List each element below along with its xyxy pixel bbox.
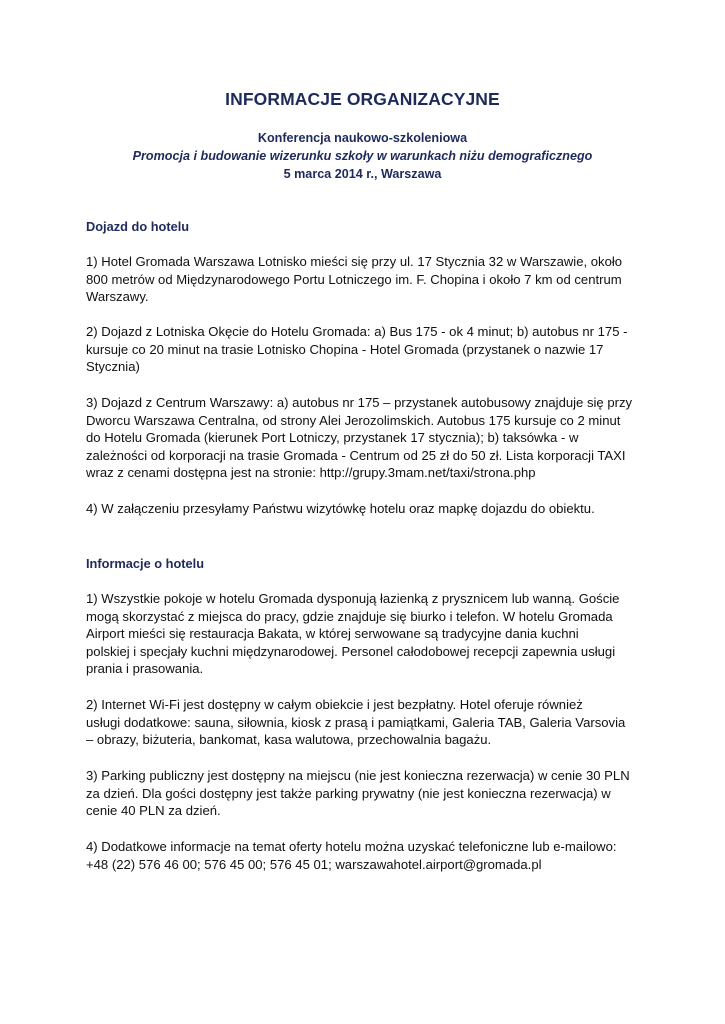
text-line: 4) W załączeniu przesyłamy Państwu wizytówkę hotelu oraz mapkę dojazdu do obiektu.: [86, 501, 595, 516]
text-line: kursuje co 20 minut na trasie Lotnisko Chopina - Hotel Gromada (przystanek o nazwie 17: [86, 341, 604, 357]
text-line: polskiej i specjały kuchni międzynarodowej. Personel całodobowej recepcji zapewnia usługi: [86, 643, 616, 659]
text-line: do Hotelu Gromada (kierunek Port Lotniczy, przystanek 17 stycznia); b) taksówka - w: [86, 430, 579, 446]
text-line: prania i prasowania.: [86, 661, 204, 677]
hotel-paragraph-1: [86, 590, 646, 678]
hotel-paragraph-3: [86, 767, 646, 820]
text-line: 3) Parking publiczny jest dostępny na miejscu (nie jest konieczna rezerwacja) w cenie 30 PLN: [86, 768, 630, 783]
text-line: 2) Dojazd z Lotniska Okęcie do Hotelu Gromada: a) Bus 175 - ok 4 minut; b) autobus nr 175 -: [86, 324, 628, 339]
text-line: usługi dodatkowe: sauna, siłownia, kiosk z prasą i pamiątkami, Galeria TAB, Galeria Varsovia: [86, 714, 626, 730]
text-line: Airport mieści się restauracja Bakata, w której serwowane są tradycyjne dania kuchni: [86, 626, 579, 642]
hotel-paragraph-2: [86, 696, 646, 749]
text-line: Dworcu Warszawa Centralna, od strony Alei Jerozolimskich. Autobus 175 kursuje co 2 minut: [86, 412, 621, 428]
travel-paragraph-1: [86, 253, 646, 306]
text-line: 2) Internet Wi-Fi jest dostępny w całym obiekcie i jest bezpłatny. Hotel oferuje również: [86, 697, 583, 712]
document-title: INFORMACJE ORGANIZACYJNE: [225, 89, 500, 109]
travel-paragraph-4: [86, 500, 646, 518]
text-line: wraz z cenami dostępna jest na stronie: http://grupy.3mam.net/taxi/strona.php: [86, 465, 536, 481]
text-line: 1) Hotel Gromada Warszawa Lotnisko mieści się przy ul. 17 Stycznia 32 w Warszawie, około: [86, 254, 623, 269]
travel-paragraph-3: [86, 394, 646, 482]
text-line: zależności od korporacji na trasie Gromada - Centrum od 25 zł do 50 zł. Lista korporacji TAXI: [86, 447, 626, 463]
text-line: 800 metrów od Międzynarodowego Portu Lotniczego im. F. Chopina i około 7 km od centrum: [86, 271, 622, 287]
conference-date-place: 5 marca 2014 r., Warszawa: [283, 167, 442, 181]
text-line: za dzień. Dla gości dostępny jest także parking prywatny (nie jest konieczna rezerwacja) w: [86, 785, 611, 801]
text-line: cenie 40 PLN za dzień.: [86, 803, 221, 819]
conference-type: Konferencja naukowo-szkoleniowa: [257, 131, 468, 145]
hotel-paragraph-4: [86, 838, 646, 873]
text-line: Warszawy.: [86, 289, 149, 305]
text-line: Stycznia): [86, 359, 140, 375]
text-line: 4) Dodatkowe informacje na temat oferty hotelu można uzyskać telefoniczne lub e-mailowo:: [86, 839, 617, 854]
text-line: 3) Dojazd z Centrum Warszawy: a) autobus nr 175 – przystanek autobusowy znajduje się przy: [86, 395, 633, 410]
conference-topic: Promocja i budowanie wizerunku szkoły w warunkach niżu demograficznego: [132, 149, 593, 163]
text-line: mogą skorzystać z miejsca do pracy, gdzie znajduje się biurko i telefon. W hotelu Gromada: [86, 608, 613, 624]
text-line: 1) Wszystkie pokoje w hotelu Gromada dysponują łazienką z prysznicem lub wanną. Goście: [86, 591, 620, 606]
section-heading-hotel-info: Informacje o hotelu: [86, 556, 205, 571]
section-heading-travel: Dojazd do hotelu: [86, 219, 190, 234]
text-line: +48 (22) 576 46 00; 576 45 00; 576 45 01; warszawahotel.airport@gromada.pl: [86, 856, 542, 872]
text-line: – obrazy, biżuteria, bankomat, kasa walutowa, przechowalnia bagażu.: [86, 732, 492, 748]
travel-paragraph-2: [86, 323, 646, 376]
